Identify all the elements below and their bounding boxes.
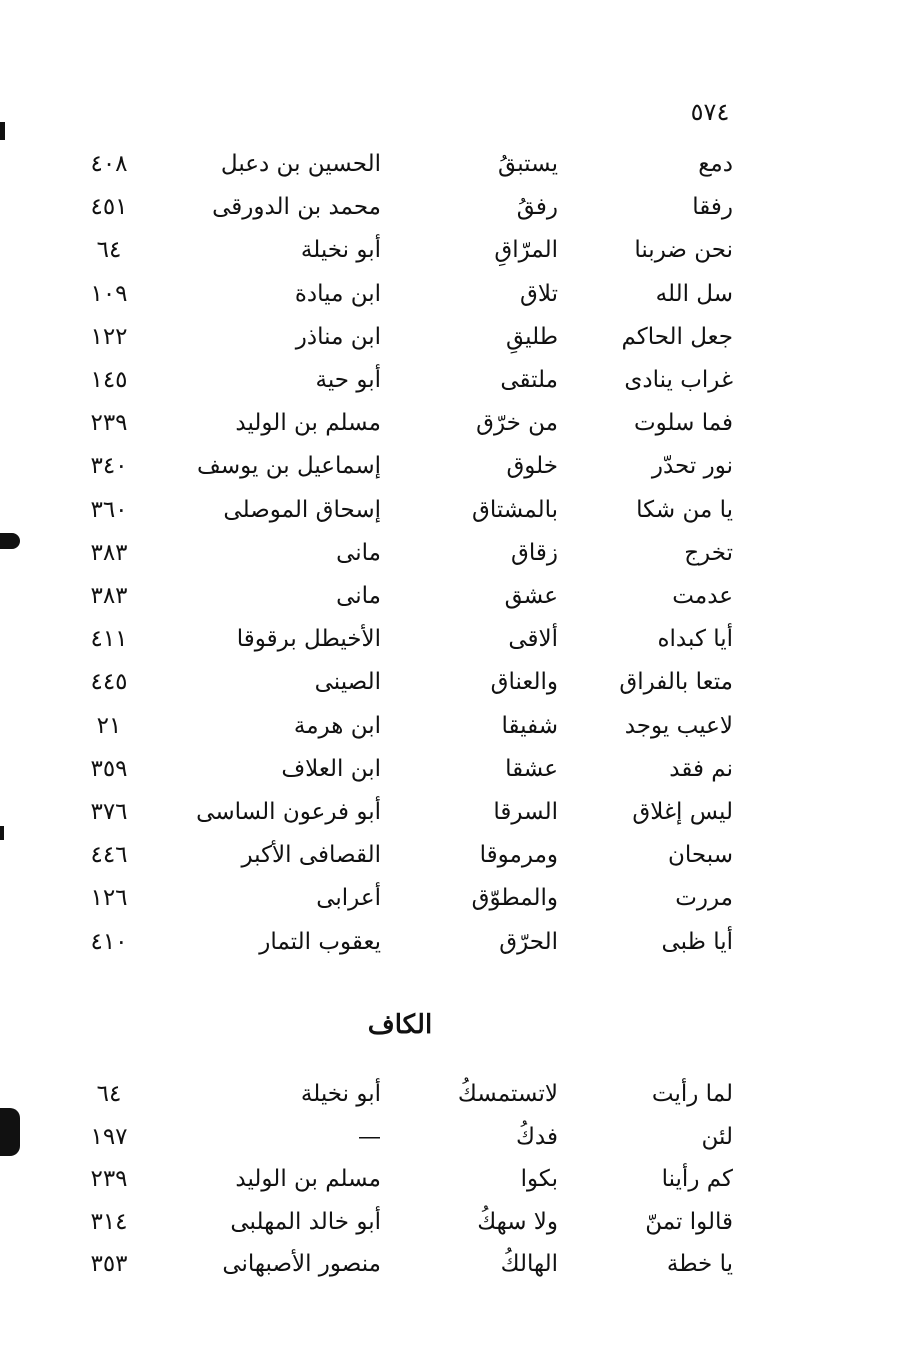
- poet-name: إسماعيل بن يوسف: [197, 453, 381, 480]
- first-words: يا خطة: [666, 1251, 733, 1277]
- rhyme-word: المرّاقِ: [494, 237, 558, 264]
- scan-edge-mark: [0, 122, 5, 140]
- table-row: [0, 315, 903, 359]
- rhyme-word: ألاقى: [508, 626, 558, 653]
- poet-name: ابن مناذر: [295, 323, 381, 350]
- poet-name: محمد بن الدورقى: [212, 194, 381, 221]
- poet-name: مانى: [336, 539, 381, 566]
- first-words: متعا بالفراق: [619, 669, 733, 696]
- rhyme-word: السرقا: [493, 799, 558, 825]
- page-ref: ٤١٠: [90, 928, 128, 955]
- table-row: [0, 488, 903, 532]
- first-words: تخرج: [684, 539, 733, 566]
- page-ref: ٣٨٣: [90, 583, 128, 609]
- table-row: [0, 228, 903, 272]
- poet-name: منصور الأصبهانى: [222, 1251, 381, 1277]
- poet-name: أبو حية: [315, 367, 381, 393]
- poet-name: إسحاق الموصلى: [223, 496, 381, 523]
- page-ref: ٣٦٠: [90, 496, 128, 523]
- poet-name: مسلم بن الوليد: [235, 1166, 381, 1192]
- page-ref: ٢٣٩: [90, 410, 128, 437]
- section-title-kaf: الكاف: [367, 1010, 433, 1040]
- poet-name: أعرابى: [316, 885, 381, 912]
- rhyme-word: عشقا: [505, 755, 558, 782]
- rhyme-word: ملتقى: [500, 367, 558, 393]
- poet-name: الصينى: [314, 669, 381, 696]
- page-ref: ١٢٦: [90, 885, 128, 912]
- first-words: رفقا: [692, 194, 733, 221]
- table-row: [0, 660, 903, 704]
- poet-name: أبو نخيلة: [300, 237, 381, 264]
- first-words: نور تحدّر: [651, 453, 733, 480]
- page-number: ٥٧٤: [690, 98, 730, 126]
- first-words: ليس إغلاق: [632, 799, 733, 825]
- page-ref: ٣٥٣: [90, 1251, 128, 1277]
- first-words: لاعيب يوجد: [624, 712, 733, 739]
- first-words: نحن ضربنا: [634, 237, 733, 264]
- poet-name: أبو نخيلة: [300, 1081, 381, 1107]
- table-row: [0, 920, 903, 964]
- page-ref: ٢١: [96, 712, 122, 739]
- table-row: [0, 401, 903, 445]
- scan-edge-mark: [0, 826, 4, 840]
- first-words: نم فقد: [669, 755, 733, 782]
- first-words: جعل الحاكم: [621, 323, 733, 350]
- table-row: [0, 790, 903, 834]
- table-row: [0, 574, 903, 618]
- scan-edge-mark: [0, 1108, 20, 1156]
- page-ref: ١٩٧: [90, 1123, 128, 1150]
- rhyme-word: يستبقُ: [498, 151, 558, 177]
- poet-name: مسلم بن الوليد: [235, 410, 381, 437]
- rhyme-word: شفيقا: [501, 712, 558, 739]
- poet-name: —: [358, 1123, 381, 1150]
- table-row: [0, 747, 903, 791]
- rhyme-word: الهالكُ: [500, 1251, 558, 1277]
- first-words: دمع: [698, 151, 733, 177]
- rhyme-word: ومرموقا: [479, 842, 558, 869]
- first-words: غراب ينادى: [624, 367, 733, 393]
- page-ref: ٣١٤: [90, 1208, 128, 1235]
- page-ref: ٤٤٦: [90, 842, 128, 869]
- rhyme-word: لاتستمسكُ: [457, 1081, 558, 1107]
- rhyme-word: الحرّق: [499, 928, 558, 955]
- poet-name: ابن هرمة: [293, 712, 381, 739]
- first-words: سل الله: [655, 280, 733, 307]
- poet-name: الأخيطل برقوقا: [236, 626, 381, 653]
- poet-name: القصافى الأكبر: [241, 842, 381, 869]
- rhyme-word: طليقِ: [505, 323, 558, 350]
- page-ref: ٣٧٦: [90, 799, 128, 825]
- first-words: فما سلوت: [633, 410, 733, 437]
- poet-name: الحسين بن دعبل: [220, 151, 381, 177]
- page-ref: ١٤٥: [90, 367, 128, 393]
- table-row: [0, 617, 903, 661]
- rhyme-word: والمطوّق: [471, 885, 558, 912]
- first-words: يا من شكا: [636, 496, 733, 523]
- table-row: [0, 531, 903, 575]
- first-words: سبحان: [668, 842, 733, 869]
- page-ref: ٤٥١: [90, 194, 128, 221]
- page-ref: ٣٥٩: [90, 755, 128, 782]
- poet-name: ابن ميادة: [294, 280, 381, 307]
- page-ref: ١٠٩: [90, 280, 128, 307]
- table-row: [0, 833, 903, 877]
- table-row: [0, 876, 903, 920]
- table-row: [0, 1200, 903, 1244]
- rhyme-word: فدكُ: [515, 1123, 558, 1150]
- table-row: [0, 1115, 903, 1159]
- first-words: قالوا تمنّ: [645, 1208, 733, 1235]
- rhyme-word: من خرّق: [476, 410, 558, 437]
- rhyme-word: ولا سهكُ: [477, 1208, 558, 1235]
- table-row: [0, 142, 903, 186]
- table-row: [0, 1072, 903, 1116]
- rhyme-word: بالمشتاق: [471, 496, 558, 523]
- page-ref: ٤١١: [90, 626, 128, 653]
- rhyme-word: خلوق: [506, 453, 558, 480]
- poet-name: ابن العلاف: [281, 755, 381, 782]
- first-words: كم رأينا: [661, 1166, 733, 1192]
- first-words: لئن: [701, 1123, 733, 1150]
- poet-name: أبو خالد المهلبى: [230, 1208, 381, 1235]
- page-ref: ٦٤: [96, 1081, 122, 1107]
- page-ref: ٢٣٩: [90, 1166, 128, 1192]
- rhyme-word: رفقُ: [516, 194, 558, 221]
- page-ref: ٤٤٥: [90, 669, 128, 696]
- table-row: [0, 358, 903, 402]
- page-ref: ١٢٢: [90, 323, 128, 350]
- first-words: مررت: [675, 885, 733, 912]
- page-ref: ٦٤: [96, 237, 122, 264]
- table-row: [0, 444, 903, 488]
- table-row: [0, 1242, 903, 1286]
- poet-name: يعقوب التمار: [259, 928, 381, 955]
- table-row: [0, 1157, 903, 1201]
- table-row: [0, 272, 903, 316]
- rhyme-word: بكوا: [520, 1166, 558, 1192]
- table-row: [0, 185, 903, 229]
- first-words: لما رأيت: [651, 1081, 733, 1107]
- first-words: عدمت: [672, 583, 733, 609]
- rhyme-word: تلاق: [520, 280, 558, 307]
- rhyme-word: زقاق: [511, 539, 558, 566]
- table-row: [0, 704, 903, 748]
- rhyme-word: والعناق: [490, 669, 558, 696]
- rhyme-word: عشق: [504, 583, 558, 609]
- poet-name: أبو فرعون الساسى: [196, 799, 381, 825]
- first-words: أيا ظبى: [661, 928, 733, 955]
- first-words: أيا كبداه: [657, 626, 733, 653]
- page-ref: ٤٠٨: [90, 151, 128, 177]
- scan-edge-mark: [0, 533, 20, 549]
- page-ref: ٣٨٣: [90, 539, 128, 566]
- page-ref: ٣٤٠: [90, 453, 128, 480]
- poet-name: مانى: [336, 583, 381, 609]
